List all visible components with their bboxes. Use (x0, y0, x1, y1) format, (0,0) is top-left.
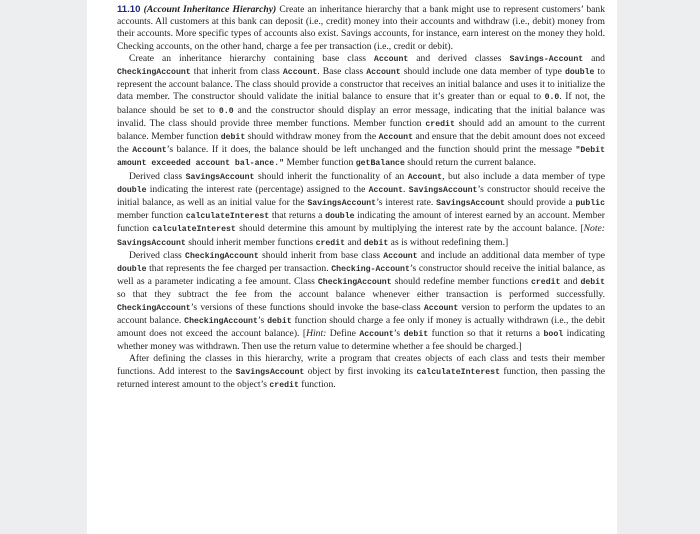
paragraph-savings-account: Derived class SavingsAccount should inherit the functionality of an Account, but also include a data member of type double indicating the interest rate (percentage) assigned to the Account. SavingsAccount’s constructor should receive the initial balance, as well as an initial value for the SavingsAccount’s interest rate. SavingsAccount should provide a public member function calculateInterest that returns a double indicating the amount of interest earned by an account. Member function calculateInterest should determine this amount by multiplying the interest rate by the account balance. [Note: SavingsAccount should inherit member functions credit and debit as is without redefining them.] (117, 170, 606, 248)
paragraph-test-program: After defining the classes in this hierarchy, write a program that creates objects of each class and tests their member functions. Add interest to the SavingsAccount object by first invoking its calculateInterest function, then passing the returned interest amount to the object’s credit function. (117, 353, 605, 390)
paragraph-intro: 11.10 (Account Inheritance Hierarchy) Create an inheritance hierarchy that a bank might use to represent customers’ bank accounts. All customers at this bank can deposit (i.e., credit) money into their accounts and withdraw (i.e., debit) money from their accounts. More specific types of accounts also exist. Savings accounts, for instance, earn interest on the money they hold. Checking accounts, on the other hand, charge a fee per transaction (i.e., credit or debit). (117, 4, 605, 52)
textbook-page (87, 0, 617, 534)
paragraph-checking-account: Derived class CheckingAccount should inherit from base class Account and include an additional data member of type double that represents the fee charged per transaction. Checking-Account’s constructor should receive the initial balance, as well as a parameter indicating a fee amount. Class CheckingAccount should redefine member functions credit and debit so that they subtract the fee from the account balance whenever either transaction is performed successfully. CheckingAccount’s versions of these functions should invoke the base-class Account version to perform the updates to an account balance. CheckingAccount’s debit function should charge a fee only if money is actually withdrawn (i.e., the debit amount does not exceed the account balance). [Hint: Define Account’s debit function so that it returns a bool indicating whether money was withdrawn. Then use the return value to determine whether a fee should be charged.] (117, 249, 606, 353)
paragraph-base-class: Create an inheritance hierarchy containing base class Account and derived classes Savings-Account and CheckingAccount that inherit from class Account. Base class Account should include one data member of type double to represent the account balance. The class should provide a constructor that receives an initial balance and uses it to initialize the data member. The constructor should validate the initial balance to ensure that it’s greater than or equal to 0.0. If not, the balance should be set to 0.0 and the constructor should display an error message, indicating that the initial balance was invalid. The class should provide three member functions. Member function credit should add an amount to the current balance. Member function debit should withdraw money from the Account and ensure that the debit amount does not exceed the Account’s balance. If it does, the balance should be left unchanged and the function should print the message "Debit amount exceeded account bal-ance." Member function getBalance should return the current balance. (117, 52, 605, 169)
exercise-title: (Account Inheritance Hierarchy) (143, 4, 277, 15)
exercise-number: 11.10 (117, 4, 141, 15)
